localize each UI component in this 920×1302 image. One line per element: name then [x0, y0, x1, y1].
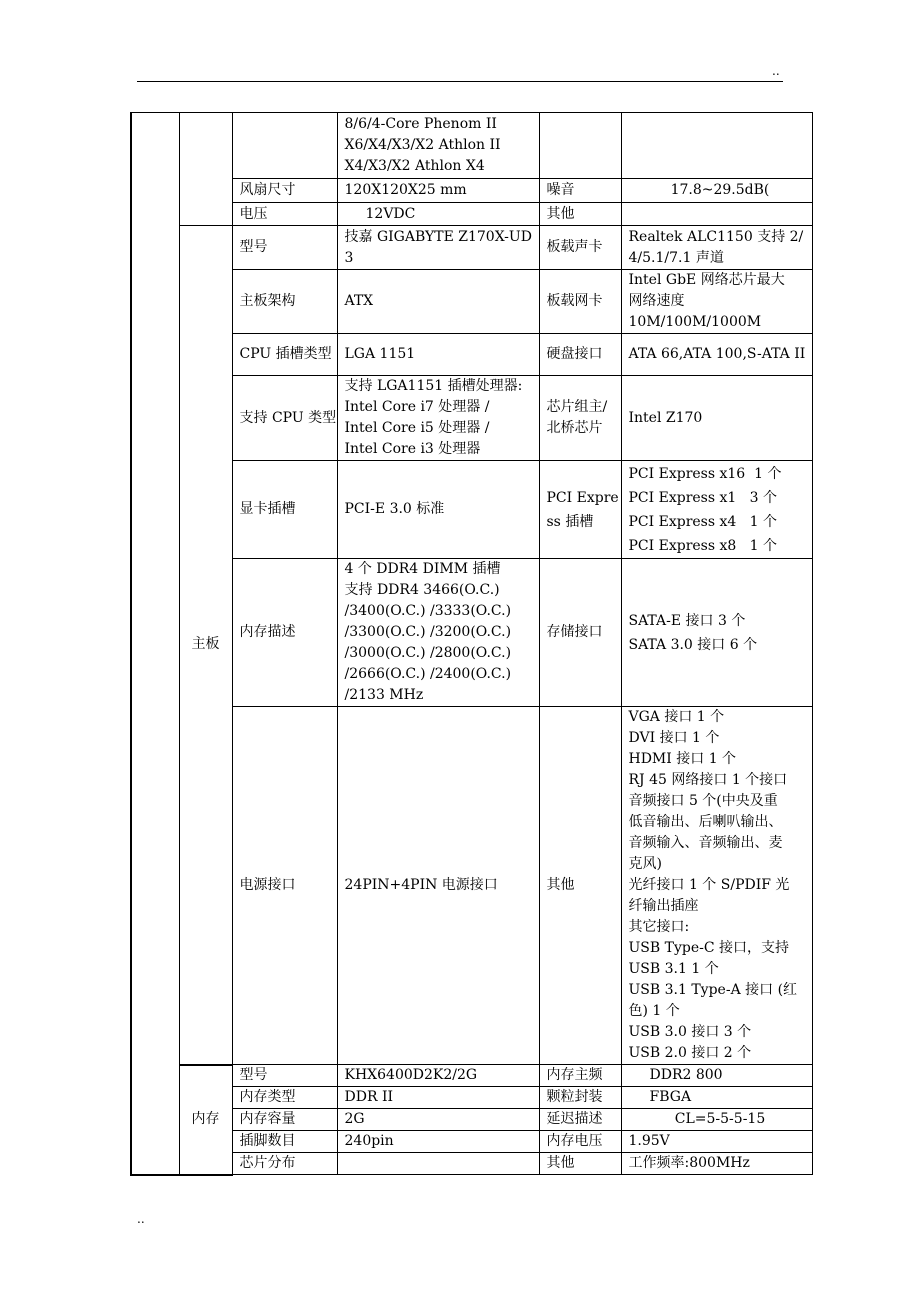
table-row: [131, 461, 812, 559]
row-label: 硬盘接口: [539, 334, 621, 376]
row-value: Realtek ALC1150 支持 2/4/5.1/7.1 声道: [621, 226, 812, 270]
table-row: [131, 334, 812, 376]
table-row: [131, 226, 812, 270]
row-label: 内存电压: [539, 1131, 621, 1153]
row-label: 板载网卡: [539, 270, 621, 334]
row-label: 型号: [232, 1065, 337, 1087]
header-rule: [137, 81, 783, 82]
row-value: DDR2 800: [621, 1065, 812, 1087]
table-row: [131, 559, 812, 707]
cpu-category-cell: [179, 113, 232, 226]
row-label: CPU 插槽类型: [232, 334, 337, 376]
table-row: [131, 707, 812, 1065]
table-row: [131, 203, 812, 226]
row-value: 24PIN+4PIN 电源接口: [337, 707, 539, 1065]
footer-mark: ..: [137, 1212, 145, 1226]
row-value: VGA 接口 1 个 DVI 接口 1 个 HDMI 接口 1 个 RJ 45 网络接口 1 个接口 音频接口 5 个(中央及重 低音输出、后喇叭输出、 音频输入、音频输出、麦 克风) 光纤接口 1 个 S/PDIF 光 纤输出插座 其它接口: USB Type-C 接口，支持 USB 3.1 1 个 USB 3.1 Type-A 接口 (红 色) 1 个 USB 3.0 接口 3 个 USB 2.0 接口 2 个: [621, 707, 812, 1065]
row-label: 芯片组主/北桥芯片: [539, 376, 621, 461]
row-value: 1.95V: [621, 1131, 812, 1153]
row-label: 电压: [232, 203, 337, 226]
row-value: CL=5-5-5-15: [621, 1109, 812, 1131]
row-value: PCI Express x16 1 个 PCI Express x1 3 个 PCI Express x4 1 个 PCI Express x8 1 个: [621, 461, 812, 559]
table-row: [131, 376, 812, 461]
table-row: [131, 1153, 812, 1175]
row-label: 主板架构: [232, 270, 337, 334]
row-value: 17.8~29.5dB(: [621, 179, 812, 203]
row-label: 风扇尺寸: [232, 179, 337, 203]
row-value: 240pin: [337, 1131, 539, 1153]
outer-column: [131, 113, 179, 1175]
row-value: 技嘉 GIGABYTE Z170X-UD3: [337, 226, 539, 270]
row-label: 噪音: [539, 179, 621, 203]
row-label: 型号: [232, 226, 337, 270]
row-value: FBGA: [621, 1087, 812, 1109]
row-value: Intel Z170: [621, 376, 812, 461]
header-mark: ..: [772, 64, 780, 78]
row-label: 其他: [539, 1153, 621, 1175]
row-value: 支持 LGA1151 插槽处理器: Intel Core i7 处理器 / Intel Core i5 处理器 / Intel Core i3 处理器: [337, 376, 539, 461]
spec-table: [130, 112, 813, 1176]
row-label: 内存主频: [539, 1065, 621, 1087]
row-value: PCI-E 3.0 标准: [337, 461, 539, 559]
table-row: [131, 1131, 812, 1153]
row-value: 4 个 DDR4 DIMM 插槽 支持 DDR4 3466(O.C.) /3400(O.C.) /3333(O.C.) /3300(O.C.) /3200(O.C.) /3000(O.C.) /2800(O.C.) /2666(O.C.) /2400(O.C.) /2133 MHz: [337, 559, 539, 707]
row-value: 12VDC: [337, 203, 539, 226]
table-row: [131, 1109, 812, 1131]
row-label: 支持 CPU 类型: [232, 376, 337, 461]
row-label: 内存容量: [232, 1109, 337, 1131]
row-value: [621, 203, 812, 226]
cpu-support-row: [131, 113, 812, 179]
table-row: [131, 1065, 812, 1087]
row-label: 内存类型: [232, 1087, 337, 1109]
row-label: 内存描述: [232, 559, 337, 707]
row-value: 2G: [337, 1109, 539, 1131]
row-value: SATA-E 接口 3 个 SATA 3.0 接口 6 个: [621, 559, 812, 707]
row-value: Intel GbE 网络芯片最大 网络速度 10M/100M/1000M: [621, 270, 812, 334]
row-label: 延迟描述: [539, 1109, 621, 1131]
table-row: [131, 179, 812, 203]
table-row: [131, 1087, 812, 1109]
row-value: ATA 66,ATA 100,S-ATA II: [621, 334, 812, 376]
row-label: 芯片分布: [232, 1153, 337, 1175]
row-value: LGA 1151: [337, 334, 539, 376]
row-value: ATX: [337, 270, 539, 334]
row-value: [337, 1153, 539, 1175]
ram-category: 内存: [179, 1065, 232, 1175]
row-value: KHX6400D2K2/2G: [337, 1065, 539, 1087]
row-label: 其他: [539, 203, 621, 226]
table-row: [131, 270, 812, 334]
row-label: 存储接口: [539, 559, 621, 707]
row-value: DDR II: [337, 1087, 539, 1109]
row-value: 工作频率:800MHz: [621, 1153, 812, 1175]
row-label: 其他: [539, 707, 621, 1065]
row-label: 显卡插槽: [232, 461, 337, 559]
cpu-support-value: 8/6/4-Core Phenom II X6/X4/X3/X2 Athlon II X4/X3/X2 Athlon X4: [337, 113, 539, 179]
row-label: PCI Express 插槽: [539, 461, 621, 559]
row-label: 板载声卡: [539, 226, 621, 270]
row-label: 颗粒封装: [539, 1087, 621, 1109]
row-label: 插脚数目: [232, 1131, 337, 1153]
row-value: 120X120X25 mm: [337, 179, 539, 203]
row-label: 电源接口: [232, 707, 337, 1065]
motherboard-category: 主板: [179, 226, 232, 1065]
